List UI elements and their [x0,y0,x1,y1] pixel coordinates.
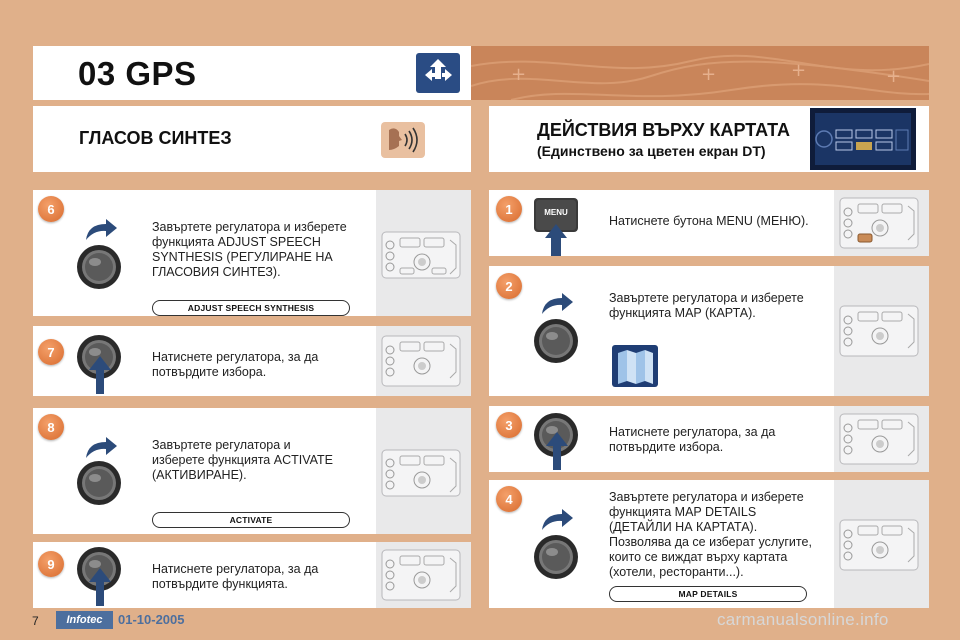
step-3-text: Натиснете регулатора, за да потвърдите избора. [609,425,776,454]
step-1-text: Натиснете бутона MENU (МЕНЮ). [609,214,809,228]
radio-device-illustration [376,542,471,608]
radio-device-illustration [834,266,929,396]
rotate-arrow-icon [84,218,118,242]
press-arrow-icon [546,432,568,470]
step-2-badge: 2 [496,273,522,299]
control-knob [76,244,122,290]
step-6-badge: 6 [38,196,64,222]
rotate-arrow-icon [540,292,574,316]
header-map-banner [471,46,929,100]
svg-text:+: + [791,60,807,81]
press-arrow-icon [89,568,111,606]
page-title: 03 GPS [78,55,197,92]
press-arrow-icon [89,356,111,394]
radio-device-illustration [834,190,929,256]
radio-device-illustration [376,190,471,316]
activate-label: ACTIVATE [152,512,350,528]
svg-text:+: + [701,64,717,85]
step-7-badge: 7 [38,339,64,365]
adjust-speech-synthesis-label: ADJUST SPEECH SYNTHESIS [152,300,350,316]
watermark: carmanualsonline.info [717,610,889,629]
control-knob [76,460,122,506]
right-section-subtitle: (Единствено за цветен екран DT) [537,143,766,159]
infotec-logo: Infotec [56,611,113,629]
color-screen-display-icon [810,108,916,170]
svg-text:+: + [511,64,527,85]
control-knob [533,318,579,364]
voice-speaking-icon [381,122,425,158]
step-9-text: Натиснете регулатора, за да потвърдите функцията. [152,562,319,591]
footer-date: 01-10-2005 [118,612,185,627]
right-section-title: ДЕЙСТВИЯ ВЪРХУ КАРТАТА [537,120,791,140]
control-knob [533,534,579,580]
step-8-badge: 8 [38,414,64,440]
radio-device-illustration [376,326,471,396]
step-4-badge: 4 [496,486,522,512]
rotate-arrow-icon [84,436,118,460]
left-section-title: ГЛАСОВ СИНТЕЗ [79,128,232,148]
menu-button-icon [533,196,579,256]
step-8-text: Завъртете регулатора и изберете функцията ACTIVATE (АКТИВИРАНЕ). [152,438,333,482]
radio-device-illustration [834,480,929,608]
step-6-text: Завъртете регулатора и изберете функцията ADJUST SPEECH SYNTHESIS (РЕГУЛИРАНЕ НА ГЛАСОВИЯ СИНТЕЗ). [152,220,347,279]
step-9-badge: 9 [38,551,64,577]
radio-device-illustration [834,406,929,472]
map-details-label: MAP DETAILS [609,586,807,602]
step-2-text: Завъртете регулатора и изберете функцията MAP (КАРТА). [609,291,804,320]
step-1-badge: 1 [496,196,522,222]
step-7-text: Натиснете регулатора, за да потвърдите избора. [152,350,319,379]
rotate-arrow-icon [540,508,574,532]
menu-button-label: MENU [544,208,568,217]
page-number: 7 [32,614,39,628]
svg-text:+: + [886,66,902,87]
folded-map-icon [612,345,658,387]
radio-device-illustration [376,408,471,534]
step-3-badge: 3 [496,412,522,438]
step-4-text: Завъртете регулатора и изберете функцията MAP DETAILS (ДЕТАЙЛИ НА КАРТАТА). Позволява да се изберат услугите, които се виждат върху картата (хотели, ресторанти...). [609,490,812,579]
navigation-directions-icon [416,53,460,93]
